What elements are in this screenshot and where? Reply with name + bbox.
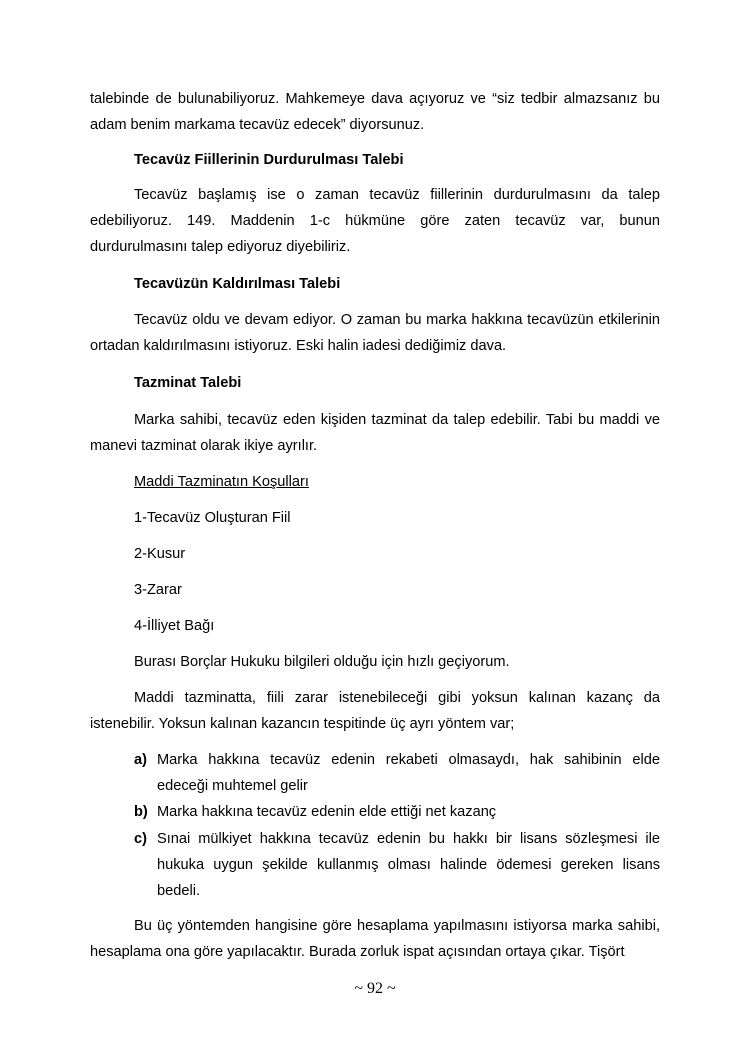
list-item: [134, 826, 660, 904]
heading-kaldirma: Tecavüzün Kaldırılması Talebi: [134, 276, 341, 292]
list-marker: c): [134, 831, 147, 847]
paragraph-maddi: Maddi tazminatta, fiili zarar istenebileceği gibi yoksun kalınan kazanç da istenebilir. Yoksun kalınan kazancın tespitinde üç ayrı yöntem var;: [90, 690, 660, 732]
condition-item-2: 2-Kusur: [134, 546, 186, 562]
list-item-text: Marka hakkına tecavüz edenin elde ettiği net kazanç: [157, 804, 497, 820]
list-item-text: Marka hakkına tecavüz edenin rekabeti olmasaydı, hak sahibinin elde edeceği muhtemel gelir: [157, 752, 660, 794]
paragraph-borclar: Burası Borçlar Hukuku bilgileri olduğu için hızlı geçiyorum.: [134, 654, 510, 670]
list-item: [134, 747, 660, 799]
paragraph-tazminat: Marka sahibi, tecavüz eden kişiden tazminat da talep edebilir. Tabi bu maddi ve manevi tazminat olarak ikiye ayrılır.: [90, 412, 660, 454]
paragraph-kaldirma: Tecavüz oldu ve devam ediyor. O zaman bu marka hakkına tecavüzün etkilerinin ortadan kaldırılmasını istiyoruz. Eski halin iadesi dediğimiz dava.: [90, 312, 660, 354]
list-item-text: Sınai mülkiyet hakkına tecavüz edenin bu hakkı bir lisans sözleşmesi ile hukuka uygun şekilde kullanmış olması halinde ödemesi gereken lisans bedeli.: [157, 831, 660, 899]
paragraph-durdurma: Tecavüz başlamış ise o zaman tecavüz fiillerinin durdurulmasını da talep edebiliyoruz. 149. Maddenin 1-c hükmüne göre zaten tecavüz var, bunun durdurulmasını talep ediyoruz diyebiliriz.: [90, 187, 660, 255]
subheading-maddi-tazminat: Maddi Tazminatın Koşulları: [134, 474, 309, 490]
list-item: [134, 799, 660, 825]
condition-item-3: 3-Zarar: [134, 582, 182, 598]
paragraph-conclusion: Bu üç yöntemden hangisine göre hesaplama yapılmasını istiyorsa marka sahibi, hesaplama ona göre yapılacaktır. Burada zorluk ispat açısından ortaya çıkar. Tişört: [90, 918, 660, 960]
heading-durdurma: Tecavüz Fiillerinin Durdurulması Talebi: [134, 152, 404, 168]
paragraph-intro: talebinde de bulunabiliyoruz. Mahkemeye dava açıyoruz ve “siz tedbir almazsanız bu adam benim markama tecavüz edecek” diyorsunuz.: [90, 91, 660, 133]
condition-item-1: 1-Tecavüz Oluşturan Fiil: [134, 510, 291, 526]
heading-tazminat: Tazminat Talebi: [134, 375, 242, 391]
page-number: ~ 92 ~: [354, 980, 396, 997]
list-marker: b): [134, 804, 148, 820]
condition-item-4: 4-İlliyet Bağı: [134, 618, 215, 634]
list-marker: a): [134, 752, 147, 768]
